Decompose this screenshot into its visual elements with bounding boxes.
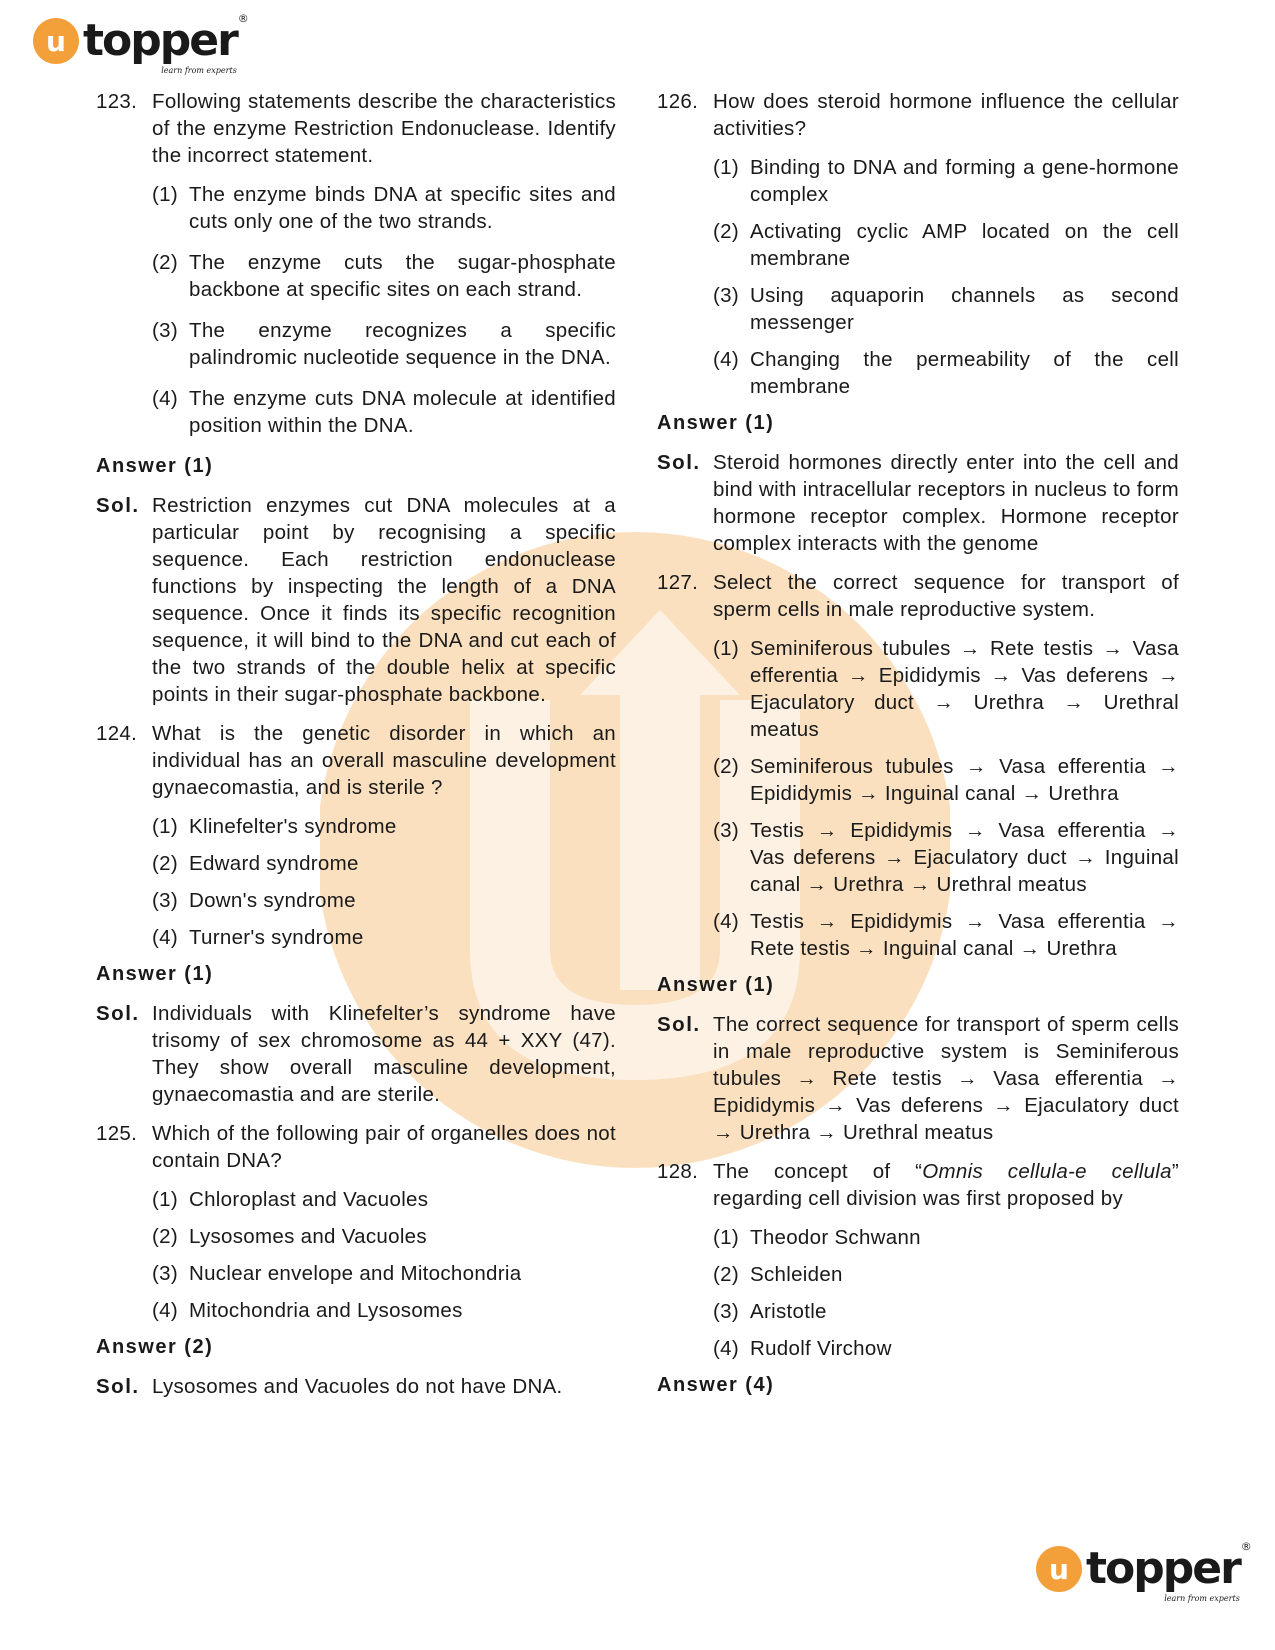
question-text: Select the correct sequence for transport of sperm cells in male reproductive system.: [713, 571, 1179, 621]
option-number: (4): [152, 387, 178, 410]
option-text: Seminiferous tubules → Vasa efferentia → Epididymis → Inguinal canal → Urethra: [750, 755, 1179, 805]
option-item: [152, 813, 616, 840]
option-text: Changing the permeability of the cell membrane: [750, 348, 1179, 398]
logo-wordmark: topper ® learn from experts: [83, 12, 249, 75]
option-text: Chloroplast and Vacuoles: [189, 1188, 429, 1211]
solution-label: Sol.: [96, 1002, 140, 1025]
option-item: [152, 1260, 616, 1287]
option-text: Mitochondria and Lysosomes: [189, 1299, 463, 1322]
question-text: What is the genetic disorder in which an individual has an overall masculine development gynaecomastia, and is sterile ?: [152, 722, 616, 799]
option-number: (1): [713, 156, 739, 179]
option-text: The enzyme recognizes a specific palindromic nucleotide sequence in the DNA.: [189, 319, 616, 369]
solution-text: Steroid hormones directly enter into the cell and bind with intracellular receptors in nucleus to form hormone receptor complex. Hormone receptor complex interacts with the genome: [713, 451, 1179, 555]
solution-text: The correct sequence for transport of sperm cells in male reproductive system is Seminiferous tubules → Rete testis → Vasa efferentia → Epididymis → Vas deferens → Ejaculatory duct → Urethra → Urethral meatus: [713, 1013, 1179, 1144]
logo-wordmark: topper ® learn from experts: [1086, 1540, 1252, 1603]
option-text: Seminiferous tubules → Rete testis → Vasa efferentia → Epididymis → Vas deferens → Ejaculatory duct → Urethra → Urethral meatus: [750, 637, 1179, 741]
option-text: Testis → Epididymis → Vasa efferentia → Vas deferens → Ejaculatory duct → Inguinal canal → Urethra → Urethral meatus: [750, 819, 1179, 896]
option-item: [713, 908, 1179, 962]
solution-text: Lysosomes and Vacuoles do not have DNA.: [152, 1375, 563, 1398]
option-item: [713, 1298, 1179, 1325]
option-text: Edward syndrome: [189, 852, 359, 875]
option-item: [152, 317, 616, 371]
option-item: [713, 635, 1179, 743]
option-number: (4): [713, 348, 739, 371]
option-number: (1): [152, 1188, 178, 1211]
logo-tagline: learn from experts: [161, 66, 237, 75]
option-number: (2): [713, 220, 739, 243]
left-column: [96, 88, 616, 1412]
option-number: (1): [152, 815, 178, 838]
option-number: (4): [152, 1299, 178, 1322]
option-number: (3): [713, 819, 739, 842]
option-number: (4): [152, 926, 178, 949]
question-number: 127.: [657, 571, 699, 594]
option-text: Klinefelter's syndrome: [189, 815, 397, 838]
question-123: [96, 88, 616, 169]
solution-label: Sol.: [657, 1013, 701, 1036]
option-item: [152, 1297, 616, 1324]
option-number: (4): [713, 910, 739, 933]
option-text: Binding to DNA and forming a gene-hormone complex: [750, 156, 1179, 206]
option-text: Theodor Schwann: [750, 1226, 921, 1249]
registered-mark: ®: [1240, 1540, 1252, 1553]
option-item: [152, 249, 616, 303]
question-number: 124.: [96, 722, 138, 745]
option-number: (2): [152, 852, 178, 875]
option-number: (3): [152, 1262, 178, 1285]
option-number: (2): [152, 251, 178, 274]
brand-logo-top: [33, 12, 249, 75]
brand-logo-bottom: [1036, 1540, 1252, 1603]
option-text: Nuclear envelope and Mitochondria: [189, 1262, 522, 1285]
option-number: (4): [713, 1337, 739, 1360]
option-item: [152, 887, 616, 914]
question-number: 125.: [96, 1122, 138, 1145]
option-number: (2): [713, 1263, 739, 1286]
option-number: (1): [713, 637, 739, 660]
option-text: Schleiden: [750, 1263, 843, 1286]
answer-label: Answer (1): [96, 963, 214, 985]
question-128: [657, 1158, 1179, 1212]
question-125: [96, 1120, 616, 1174]
logo-tagline: learn from experts: [1164, 1594, 1240, 1603]
option-item: [713, 218, 1179, 272]
question-text: The concept of “Omnis cellula-e cellula” regarding cell division was first proposed by: [713, 1160, 1179, 1210]
logo-u-icon: u: [33, 18, 79, 64]
solution: [96, 492, 616, 708]
solution-label: Sol.: [96, 494, 140, 517]
option-text: Rudolf Virchow: [750, 1337, 892, 1360]
option-text: Using aquaporin channels as second messenger: [750, 284, 1179, 334]
option-text: Testis → Epididymis → Vasa efferentia → Rete testis → Inguinal canal → Urethra: [750, 910, 1179, 960]
option-item: [713, 1261, 1179, 1288]
option-text: Lysosomes and Vacuoles: [189, 1225, 427, 1248]
question-text: How does steroid hormone influence the cellular activities?: [713, 90, 1179, 140]
option-text: The enzyme binds DNA at specific sites and cuts only one of the two strands.: [189, 183, 616, 233]
option-item: [713, 817, 1179, 898]
option-item: [713, 753, 1179, 807]
question-126: [657, 88, 1179, 142]
answer-label: Answer (2): [96, 1336, 214, 1358]
option-item: [713, 282, 1179, 336]
question-text: Following statements describe the characteristics of the enzyme Restriction Endonuclease. Identify the incorrect statement.: [152, 90, 616, 167]
option-number: (3): [713, 1300, 739, 1323]
solution: [657, 449, 1179, 557]
option-number: (2): [152, 1225, 178, 1248]
option-item: [152, 1223, 616, 1250]
option-number: (3): [152, 319, 178, 342]
logo-u-icon: u: [1036, 1546, 1082, 1592]
answer-label: Answer (1): [96, 455, 214, 477]
option-text: The enzyme cuts the sugar-phosphate backbone at specific sites on each strand.: [189, 251, 616, 301]
solution-label: Sol.: [657, 451, 701, 474]
option-number: (2): [713, 755, 739, 778]
option-text: Aristotle: [750, 1300, 827, 1323]
option-item: [152, 385, 616, 439]
option-item: [152, 181, 616, 235]
registered-mark: ®: [237, 12, 249, 25]
option-item: [713, 154, 1179, 208]
option-text: Turner's syndrome: [189, 926, 364, 949]
solution-text: Individuals with Klinefelter’s syndrome have trisomy of sex chromosome as 44 + XXY (47). They show overall masculine development, gynaecomastia and are sterile.: [152, 1002, 616, 1106]
solution: [96, 1373, 616, 1400]
solution-label: Sol.: [96, 1375, 140, 1398]
option-item: [713, 1224, 1179, 1251]
question-number: 126.: [657, 90, 699, 113]
option-text: The enzyme cuts DNA molecule at identified position within the DNA.: [189, 387, 616, 437]
option-number: (3): [152, 889, 178, 912]
option-number: (1): [152, 183, 178, 206]
answer-label: Answer (1): [657, 412, 775, 434]
answer-label: Answer (4): [657, 1374, 775, 1396]
solution-text: Restriction enzymes cut DNA molecules at a particular point by recognising a specific sequence. Each restriction endonuclease functions by inspecting the length of a DNA sequence. Once it finds its specific recognition sequence, it will bind to the DNA and cut each of the two strands of the double helix at specific points in their sugar-phosphate backbone.: [152, 494, 616, 706]
option-text: Down's syndrome: [189, 889, 356, 912]
option-item: [152, 924, 616, 951]
question-number: 128.: [657, 1160, 699, 1183]
option-number: (3): [713, 284, 739, 307]
right-column: [657, 88, 1179, 1411]
solution: [657, 1011, 1179, 1146]
question-127: [657, 569, 1179, 623]
answer-label: Answer (1): [657, 974, 775, 996]
question-124: [96, 720, 616, 801]
option-item: [152, 1186, 616, 1213]
italic-phrase: Omnis cellula-e cellula: [922, 1160, 1172, 1183]
option-number: (1): [713, 1226, 739, 1249]
option-item: [713, 1335, 1179, 1362]
option-item: [713, 346, 1179, 400]
option-item: [152, 850, 616, 877]
question-text: Which of the following pair of organelles does not contain DNA?: [152, 1122, 616, 1172]
solution: [96, 1000, 616, 1108]
question-number: 123.: [96, 90, 138, 113]
option-text: Activating cyclic AMP located on the cell membrane: [750, 220, 1179, 270]
